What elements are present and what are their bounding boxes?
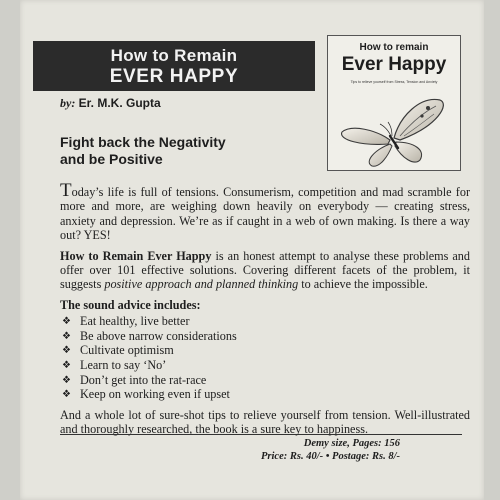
tagline-line-2: and be Positive	[60, 151, 163, 167]
list-item	[60, 373, 470, 388]
diamond-bullet-icon: ❖	[62, 330, 71, 342]
advice-item-text: Eat healthy, live better	[80, 314, 190, 329]
cover-title-line-2: Ever Happy	[341, 54, 447, 75]
summary-emphasis: positive approach and planned thinking	[104, 277, 299, 292]
advice-item-text: Be above narrow considerations	[80, 328, 237, 343]
title-banner	[33, 41, 315, 91]
summary-text-b: to achieve the impossible.	[298, 277, 428, 292]
advice-item-text: Don’t get into the rat-race	[80, 372, 207, 387]
diamond-bullet-icon: ❖	[62, 345, 71, 357]
drop-cap: T	[60, 180, 72, 201]
author-line	[60, 96, 161, 111]
description-text	[60, 180, 470, 443]
summary-text-a: is an honest attempt to analyse these problems and offer over 101 effective solutions. Covering different facets of the problem, it suggests	[60, 248, 470, 292]
list-item	[60, 329, 470, 344]
book-size-pages: Demy size, Pages: 156	[303, 438, 400, 449]
diamond-bullet-icon: ❖	[62, 374, 71, 386]
tagline-line-1: Fight back the Negativity	[60, 134, 226, 150]
book-details	[60, 437, 400, 463]
tagline	[60, 134, 226, 168]
butterfly-icon	[328, 86, 460, 170]
closing-paragraph: And a whole lot of sure-shot tips to relieve yourself from tension. Well-illustrated and thoroughly researched, the book is a sure key to happiness.	[60, 407, 470, 437]
list-item	[60, 314, 470, 329]
cover-title-line-1: How to remain	[359, 42, 429, 53]
diamond-bullet-icon: ❖	[62, 316, 71, 328]
list-item	[60, 343, 470, 358]
book-title-inline: How to Remain Ever Happy	[60, 248, 212, 263]
author-name: Er. M.K. Gupta	[78, 96, 161, 110]
intro-paragraph	[60, 180, 470, 243]
advice-item-text: Keep on working even if upset	[80, 387, 230, 402]
advice-item-text: Learn to say ‘No’	[80, 358, 167, 373]
cover-subtitle: Tips to relieve yourself from Stress, Tension and Anxiety	[350, 80, 438, 84]
advice-heading: The sound advice includes:	[60, 297, 201, 312]
title-line-1: How to Remain	[110, 45, 238, 65]
book-price-postage: Price: Rs. 40/- • Postage: Rs. 8/-	[261, 451, 400, 462]
title-line-2: EVER HAPPY	[109, 65, 239, 87]
book-cover-image	[327, 35, 461, 171]
intro-paragraph-text: oday’s life is full of tensions. Consumerism, competition and mad scramble for more and more, are weighing down heavily on everybody — creating stress, anxiety and depression. We’re as if caught in a web of own making. Is there a way out? YES!	[60, 185, 470, 243]
diamond-bullet-icon: ❖	[62, 389, 71, 401]
list-item	[60, 358, 470, 373]
summary-paragraph	[60, 249, 470, 292]
advice-list	[60, 314, 470, 402]
advice-item-text: Cultivate optimism	[80, 343, 174, 358]
diamond-bullet-icon: ❖	[62, 360, 71, 372]
divider	[60, 434, 462, 435]
author-prefix: by:	[60, 96, 76, 110]
list-item	[60, 387, 470, 402]
